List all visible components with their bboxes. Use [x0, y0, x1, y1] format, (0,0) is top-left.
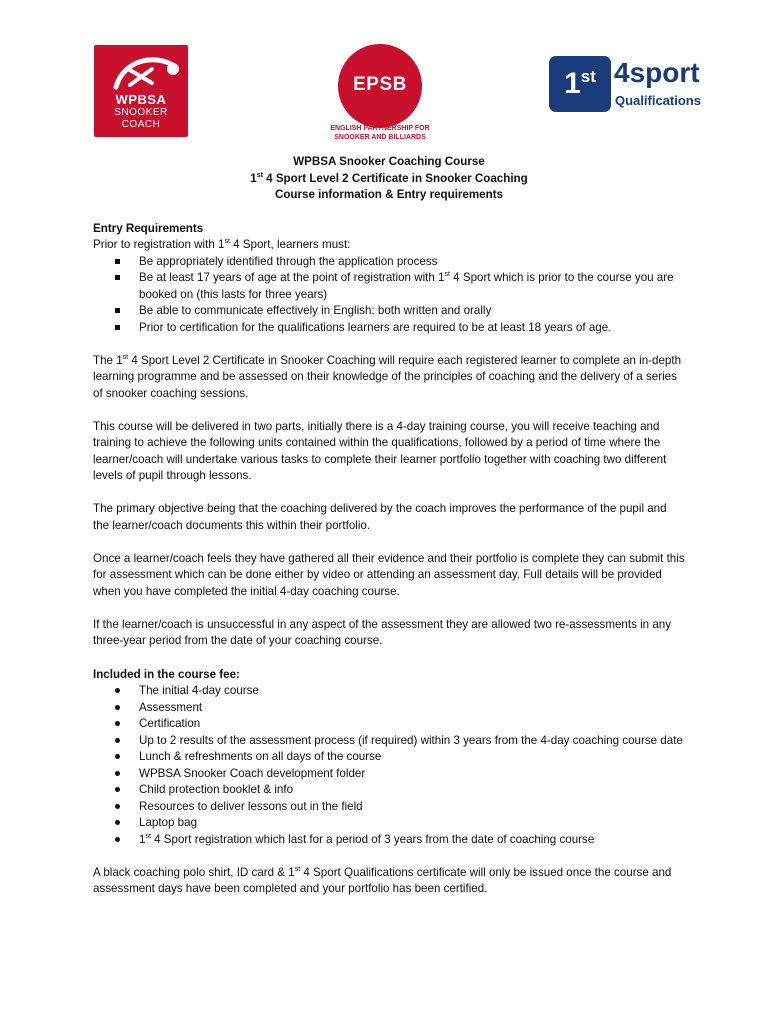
paragraph-certificate: The 1st 4 Sport Level 2 Certificate in Snooker Coaching will require each registered learner to complete an in-depth learning programme and be assessed on their knowledge of the principles of coaching and the delivery of a series of snooker coaching sessions. [93, 353, 682, 400]
list-item: Be able to communicate effectively in English: both written and orally [93, 303, 685, 320]
paragraph-assessment: Once a learner/coach feels they have gathered all their evidence and their portfolio is complete they can submit this for assessment which can be done either by video or attending an assessment day. Full details will be provided when you have completed the initial 4-day coaching course. [93, 551, 685, 598]
first4sport-logo-sup: st [580, 67, 596, 86]
course-fee-list [93, 683, 685, 848]
epsb-logo-acronym: EPSB [353, 74, 407, 95]
first4sport-logo-badge [549, 56, 611, 112]
title-line3: Course information & Entry requirements [274, 188, 504, 201]
list-item: Prior to certification for the qualifications learners are required to be at least 18 years of age. [93, 320, 685, 337]
first4sport-logo [549, 56, 729, 116]
paragraph-delivery: This course will be delivered in two parts, initially there is a 4-day training course, you will receive teaching and training to achieve the following units contained within the qualifications, followed by a period of time where the learner/coach will undertake various tasks to complete their learner portfolio together with coaching two different levels of pupil through lessons. [93, 419, 667, 482]
first4sport-logo-qualifications: Qualifications [615, 93, 701, 108]
entry-requirements-heading: Entry Requirements [93, 221, 204, 235]
epsb-caption-line2: SNOOKER AND BILLIARDS [334, 134, 426, 141]
list-item: WPBSA Snooker Coach development folder [93, 766, 685, 783]
title-line1: WPBSA Snooker Coaching Course [293, 155, 485, 168]
entry-requirements-list [93, 254, 685, 337]
wpbsa-logo-line3: COACH [121, 119, 161, 130]
document-title [93, 154, 685, 204]
wpbsa-logo-line2: SNOOKER [114, 107, 168, 118]
paragraph-reassessment: If the learner/coach is unsuccessful in any aspect of the assessment they are allowed two re-assessments in any three-year period from the date of your coaching course. [93, 617, 672, 647]
list-item: Laptop bag [93, 815, 685, 832]
list-item: Child protection booklet & info [93, 782, 685, 799]
first4sport-logo-number: 1 [564, 67, 581, 100]
wpbsa-logo-line1: WPBSA [115, 92, 167, 107]
list-item: Be at least 17 years of age at the point of registration with 1st 4 Sport which is prior to the course you are booked on (this lasts for three years) [93, 270, 685, 303]
list-item: Certification [93, 716, 685, 733]
list-item: The initial 4-day course [93, 683, 685, 700]
epsb-logo [338, 44, 422, 128]
list-item: Assessment [93, 700, 685, 717]
list-item: 1st 4 Sport registration which last for a period of 3 years from the date of coaching course [93, 832, 685, 849]
closing-paragraph: A black coaching polo shirt, ID card & 1st 4 Sport Qualifications certificate will only be issued once the course and assessment days have been completed and your portfolio has been certified. [93, 865, 672, 895]
course-fee-heading: Included in the course fee: [93, 667, 240, 681]
list-item: Lunch & refreshments on all days of the course [93, 749, 685, 766]
title-line2: 1st 4 Sport Level 2 Certificate in Snooker Coaching [250, 171, 528, 185]
logo-row [0, 0, 770, 150]
list-item: Be appropriately identified through the application process [93, 254, 685, 271]
list-item: Resources to deliver lessons out in the field [93, 799, 685, 816]
list-item: Up to 2 results of the assessment process (if required) within 3 years from the 4-day coaching course date [93, 733, 685, 750]
paragraph-objective: The primary objective being that the coaching delivered by the coach improves the performance of the pupil and the learner/coach documents this within their portfolio. [93, 502, 667, 532]
wpbsa-snooker-coach-logo [94, 45, 188, 137]
first4sport-logo-word: 4sport [614, 57, 700, 88]
epsb-caption-line1: ENGLISH PARTNERSHIP FOR [330, 125, 430, 132]
entry-intro: Prior to registration with 1st 4 Sport, learners must: [93, 238, 351, 251]
epsb-logo-caption [300, 124, 460, 142]
document-body [93, 154, 685, 898]
